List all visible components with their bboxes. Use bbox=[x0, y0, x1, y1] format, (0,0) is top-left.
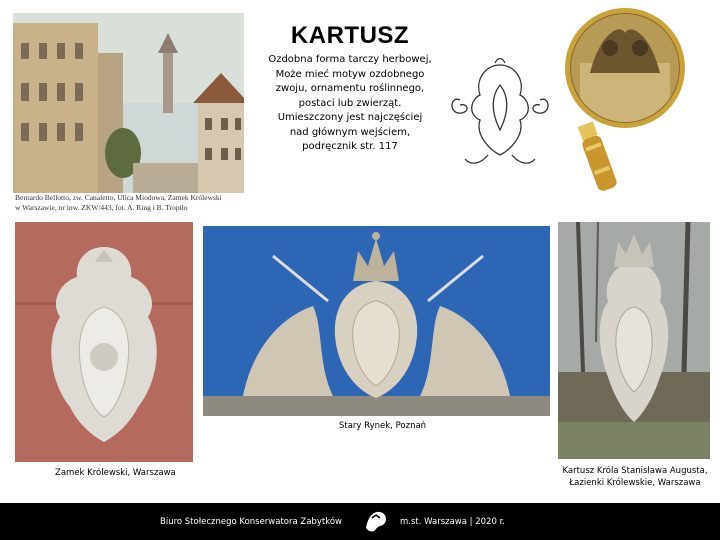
painting-image bbox=[13, 13, 244, 193]
page-title: KARTUSZ bbox=[290, 22, 410, 49]
footer-left-text: Biuro Stołecznego Konserwatora Zabytków bbox=[160, 517, 342, 527]
caption-poznan: Stary Rynek, Poznań bbox=[339, 421, 427, 431]
photo-zamek bbox=[15, 222, 193, 462]
description-line: postaci lub zwierząt. bbox=[298, 97, 402, 109]
photo-lazienki bbox=[558, 222, 710, 459]
cartouche-drawing bbox=[440, 55, 560, 170]
description-line: nad głównym wejściem, bbox=[289, 126, 411, 138]
caption-lazienki bbox=[560, 465, 710, 489]
description-line: Umieszczony jest najczęściej bbox=[277, 112, 423, 123]
footer bbox=[0, 503, 720, 540]
photo-poznan bbox=[203, 226, 550, 416]
painting-caption-line: Bernardo Bellotto, zw. Canaletto, Ulica Miodowa, Zamek Królewski bbox=[15, 193, 222, 202]
description bbox=[262, 53, 438, 155]
description-line: zwoju, ornamentu roślinnego, bbox=[275, 83, 425, 94]
caption-zamek: Zamek Królewski, Warszawa bbox=[55, 468, 176, 478]
description-line: Ozdobna forma tarczy herbowej, bbox=[268, 54, 432, 65]
footer-right-text: m.st. Warszawa | 2020 r. bbox=[400, 517, 505, 527]
magnifier-image bbox=[560, 3, 685, 208]
painting-caption bbox=[15, 193, 250, 212]
bskz-logo-icon bbox=[360, 506, 392, 537]
description-line: Może mieć motyw ozdobnego bbox=[275, 68, 425, 80]
description-line: podręcznik str. 117 bbox=[302, 141, 398, 152]
painting-caption-line: w Warszawie, nr inw. ZKW/443, fot. A. Ring i B. Tropiło bbox=[15, 202, 188, 212]
caption-lazienki-line: Łazienki Królewskie, Warszawa bbox=[569, 478, 701, 488]
caption-lazienki-line: Kartusz Króla Stanisława Augusta, bbox=[562, 466, 708, 476]
